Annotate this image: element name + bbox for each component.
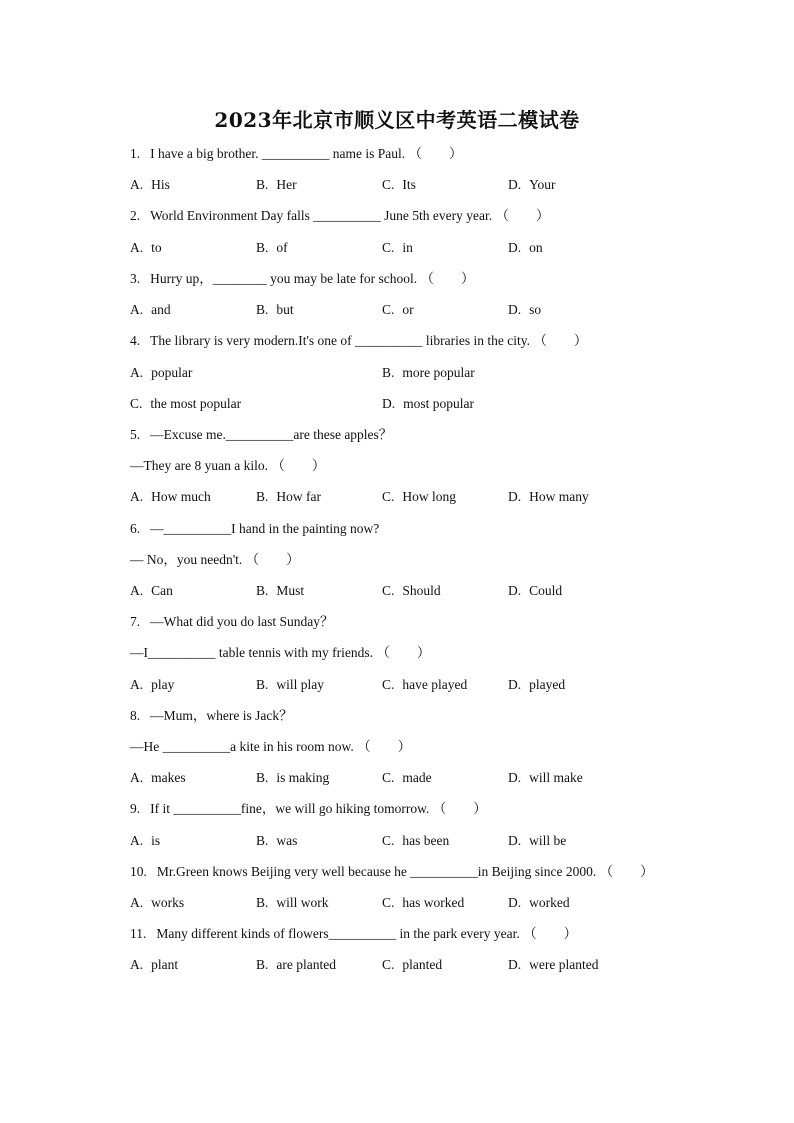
option-b: B. Must: [256, 583, 305, 598]
option-d: D. most popular: [382, 396, 474, 411]
question-8-reply: —He __________a kite in his room now. （ ）: [130, 739, 412, 754]
option-c: C. Its: [382, 177, 416, 192]
option-c: C. or: [382, 302, 414, 317]
question-7-reply: —I__________ table tennis with my friends. （ ）: [130, 645, 431, 660]
page-title: 2023年北京市顺义区中考英语二模试卷: [214, 108, 580, 132]
option-b: B. of: [256, 240, 288, 255]
option-c: C. How long: [382, 489, 457, 504]
question-11: [130, 925, 577, 943]
question-2: [130, 207, 549, 225]
question-text: I have a big brother. __________ name is Paul. （ ）: [150, 146, 463, 161]
question-number: 7.: [130, 614, 141, 629]
option-d: D. will make: [508, 770, 583, 785]
option-b: B. will play: [256, 677, 325, 692]
option-a: A. How much: [130, 489, 211, 504]
question-6: [130, 520, 379, 538]
question-text: Mr.Green knows Beijing very well because he __________in Beijing since 2000. （ ）: [156, 864, 654, 879]
question-3: [130, 270, 474, 288]
option-c: C. planted: [382, 957, 443, 972]
question-number: 2.: [130, 208, 141, 223]
question-number: 9.: [130, 801, 141, 816]
option-b: B. more popular: [382, 365, 475, 380]
option-d: D. How many: [508, 489, 589, 504]
option-a: A. works: [130, 895, 185, 910]
option-b: B. but: [256, 302, 294, 317]
option-b: B. How far: [256, 489, 321, 504]
question-7: [130, 613, 333, 631]
option-d: D. so: [508, 302, 542, 317]
option-a: A. makes: [130, 770, 186, 785]
question-8: [130, 707, 293, 725]
question-text: —What did you do last Sunday？: [150, 614, 334, 629]
option-b: B. Her: [256, 177, 297, 192]
option-c: C. have played: [382, 677, 468, 692]
question-text: Hurry up，________ you may be late for school. （ ）: [150, 271, 475, 286]
option-a: A. to: [130, 240, 162, 255]
option-c: C. has been: [382, 833, 450, 848]
question-4: [130, 332, 587, 350]
question-text: —Mum，where is Jack？: [150, 708, 293, 723]
question-number: 4.: [130, 333, 141, 348]
option-a: A. and: [130, 302, 171, 317]
question-text: The library is very modern.It's one of __________ libraries in the city. （ ）: [150, 333, 588, 348]
option-d: D. worked: [508, 895, 570, 910]
option-d: D. on: [508, 240, 543, 255]
question-5: [130, 426, 392, 444]
option-c: C. in: [382, 240, 413, 255]
option-c: C. Should: [382, 583, 441, 598]
option-a: A. Can: [130, 583, 173, 598]
option-d: D. Your: [508, 177, 556, 192]
option-c: C. made: [382, 770, 432, 785]
question-number: 11.: [130, 926, 147, 941]
option-b: B. are planted: [256, 957, 336, 972]
option-d: D. will be: [508, 833, 567, 848]
question-number: 8.: [130, 708, 141, 723]
question-number: 5.: [130, 427, 141, 442]
question-text: —Excuse me.__________are these apples？: [150, 427, 393, 442]
question-6-reply: — No，you needn't. （ ）: [130, 552, 300, 567]
option-d: D. were planted: [508, 957, 599, 972]
question-9: [130, 800, 487, 818]
question-number: 3.: [130, 271, 141, 286]
option-a: A. plant: [130, 957, 179, 972]
option-a: A. is: [130, 833, 161, 848]
question-text: World Environment Day falls __________ June 5th every year. （ ）: [150, 208, 550, 223]
option-d: D. played: [508, 677, 566, 692]
question-number: 1.: [130, 146, 141, 161]
option-a: A. popular: [130, 365, 193, 380]
question-text: —__________I hand in the painting now?: [150, 521, 380, 536]
option-d: D. Could: [508, 583, 563, 598]
question-10: [130, 863, 654, 881]
question-number: 10.: [130, 864, 147, 879]
option-c: C. has worked: [382, 895, 465, 910]
option-b: B. was: [256, 833, 298, 848]
question-text: Many different kinds of flowers__________ in the park every year. （ ）: [156, 926, 578, 941]
option-c: C. the most popular: [130, 396, 242, 411]
question-5-reply: —They are 8 yuan a kilo. （ ）: [130, 458, 326, 473]
option-a: A. play: [130, 677, 175, 692]
option-b: B. will work: [256, 895, 329, 910]
question-number: 6.: [130, 521, 141, 536]
question-1: [130, 145, 462, 163]
option-a: A. His: [130, 177, 170, 192]
option-b: B. is making: [256, 770, 330, 785]
question-text: If it __________fine，we will go hiking tomorrow. （ ）: [150, 801, 487, 816]
